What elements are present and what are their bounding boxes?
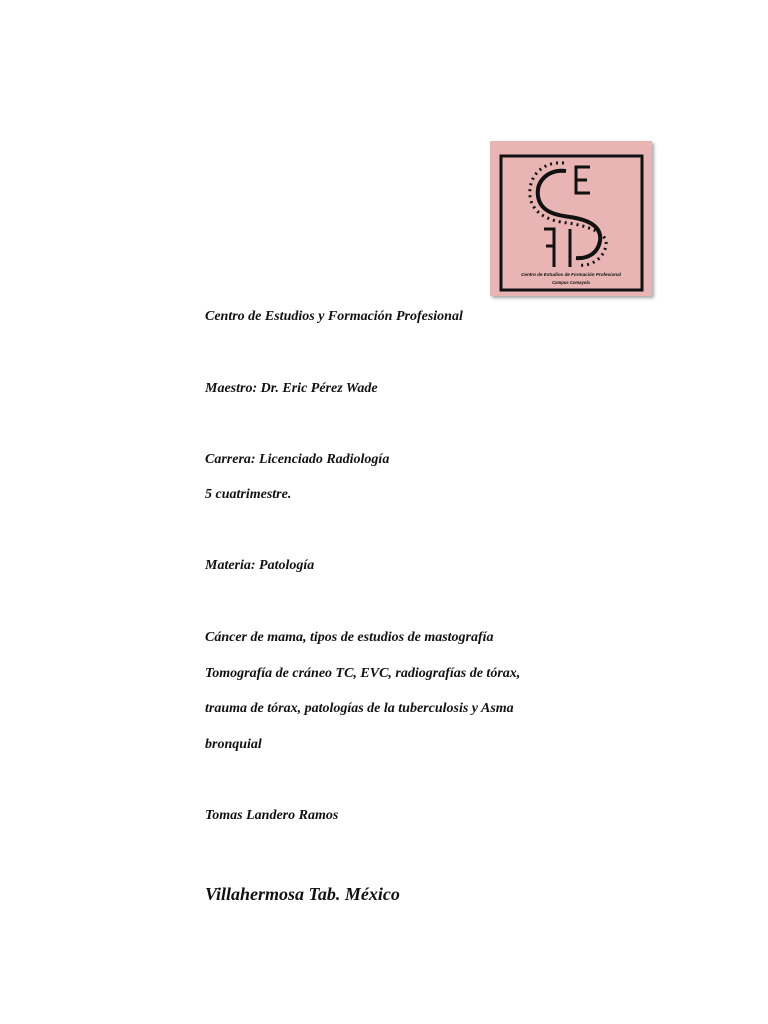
topic-line-2: Tomografía de cráneo TC, EVC, radiografías de tórax, [205, 666, 521, 681]
term-line: 5 cuatrimestre. [205, 487, 292, 502]
logo-f-letter [544, 229, 554, 267]
career-line: Carrera: Licenciado Radiología [205, 452, 390, 467]
teacher-line: Maestro: Dr. Eric Pérez Wade [205, 381, 378, 396]
topic-line-4: bronquial [205, 737, 262, 752]
logo-e-letter [576, 167, 590, 193]
institution-name: Centro de Estudios y Formación Profesional [205, 309, 463, 324]
logo-caption-line1: Centro de Estudios de Formación Profesional [521, 272, 621, 277]
institution-logo [490, 141, 652, 296]
student-name: Tomas Landero Ramos [205, 808, 339, 823]
topic-line-3: trauma de tórax, patologías de la tuberculosis y Asma [205, 701, 514, 716]
topic-line-1: Cáncer de mama, tipos de estudios de mastografía [205, 630, 494, 645]
subject-line: Materia: Patología [205, 558, 315, 573]
logo-emblem [490, 141, 652, 296]
logo-caption-line2: Campus Comayola [552, 280, 590, 285]
city-line: Villahermosa Tab. México [205, 884, 400, 904]
